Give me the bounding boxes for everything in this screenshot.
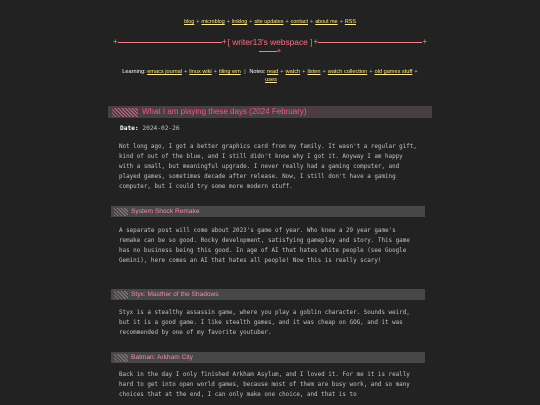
pipe-separator: | [244, 69, 246, 75]
learning-notes-line [112, 68, 430, 85]
nav-link-site-updates[interactable]: site updates [254, 19, 284, 25]
banner-left-line [118, 42, 222, 43]
notes-separator: + [302, 69, 306, 75]
banner-right-line [318, 42, 422, 43]
learning-separator: + [184, 69, 188, 75]
nav-separator: + [339, 19, 343, 25]
notes-separator: + [369, 69, 373, 75]
section-paragraph: Back in the day I only finished Arkham Asylum, and I loved it. For me it is really hard to get into open world games, because most of them are busy work, and so many choices that at the end, I can only make one choice, and that is to [119, 372, 410, 398]
banner-mid-right-plus: + [313, 37, 319, 46]
nav-link-about-me[interactable]: about me [315, 19, 338, 25]
post-title-bar [108, 106, 432, 118]
notes-label: Notes: [249, 69, 266, 75]
banner-underline-segment [259, 51, 277, 52]
section-paragraph: Styx is a stealthy assassin game, where you play a goblin character. Sounds weird, but it is a good game. I like stealth games, and it was cheap on GOG, and it was recommended by one of my favorite youtuber. [119, 310, 410, 336]
section-title: System Shock Remake [131, 208, 200, 215]
post-intro-paragraph: Not long ago, I got a better graphics card from my family. It wasn't a regular gift, kind of out of the blue, and I still didn't know why I got it. Anyway I am happy with a small, but meaningful upgrade. I never really had a gaming computer, and played games, sometimes decade after release. Now, I still don't have a gaming computer, but I could try some more modern stuff. [119, 144, 417, 190]
notes-link-watch-collection[interactable]: watch collection [327, 69, 368, 75]
learning-separator: + [213, 69, 217, 75]
nav-link-blog[interactable]: blog [184, 19, 195, 25]
post-title-hatch-decoration [112, 108, 138, 117]
site-title[interactable]: [ writer13's webspace ] [227, 37, 313, 47]
learning-link-emacs-journal[interactable]: emacs journal [147, 69, 183, 75]
nav-separator: + [196, 19, 200, 25]
section-hatch-decoration [114, 354, 128, 362]
section-hatch-decoration [114, 208, 128, 216]
notes-link-read[interactable]: read [267, 69, 279, 75]
learning-label: Learning: [122, 69, 146, 75]
nav-link-rss[interactable]: RSS [344, 19, 356, 25]
banner-mid-left-plus: + [221, 37, 227, 46]
learning-link-tiling-wm[interactable]: tiling wm [218, 69, 241, 75]
section-bar-styx [111, 289, 425, 300]
section-paragraph: A separate post will come about 2023's game of year. Who knew a 29 year game's remake can be so good. Rocky development, satisfying gameplay and story. This game has no business being this good. In age of AI that hates white people (see Google Gemini), here comes an AI that hates all people! Now this is really scary! [119, 228, 410, 264]
nav-separator: + [285, 19, 289, 25]
nav-link-linklog[interactable]: linklog [231, 19, 248, 25]
banner-left-plus: + [113, 37, 118, 46]
section-hatch-decoration [114, 291, 128, 299]
notes-link-old-games-stuff[interactable]: old games stuff [374, 69, 413, 75]
nav-link-contact[interactable]: contact [290, 19, 309, 25]
notes-separator: + [280, 69, 284, 75]
nav-separator: + [310, 19, 314, 25]
notes-separator: + [322, 69, 326, 75]
nav-separator: + [249, 19, 253, 25]
section-bar-batman [111, 352, 425, 363]
section-title: Batman: Arkham City [131, 354, 193, 361]
post-date [120, 125, 180, 133]
banner-right-plus: + [422, 37, 428, 46]
notes-link-listen[interactable]: listen [307, 69, 321, 75]
banner-under-plus: + [276, 47, 282, 55]
notes-separator: + [414, 69, 418, 75]
nav-separator: + [226, 19, 230, 25]
date-value: 2024-02-26 [142, 125, 180, 132]
top-nav [0, 18, 540, 26]
date-label: Date: [120, 125, 139, 132]
site-banner [113, 37, 427, 55]
nav-link-microblog[interactable]: microblog [201, 19, 225, 25]
section-title: Styx: Masther of the Shadows [131, 291, 219, 298]
section-bar-system-shock [111, 206, 425, 217]
post-title: What I am playing these days (2024 February) [142, 107, 307, 116]
banner-underline [113, 47, 427, 55]
learning-link-linux-wiki[interactable]: linux wiki [189, 69, 212, 75]
notes-link-uses[interactable]: uses [265, 77, 277, 84]
notes-link-watch[interactable]: watch [285, 69, 301, 75]
